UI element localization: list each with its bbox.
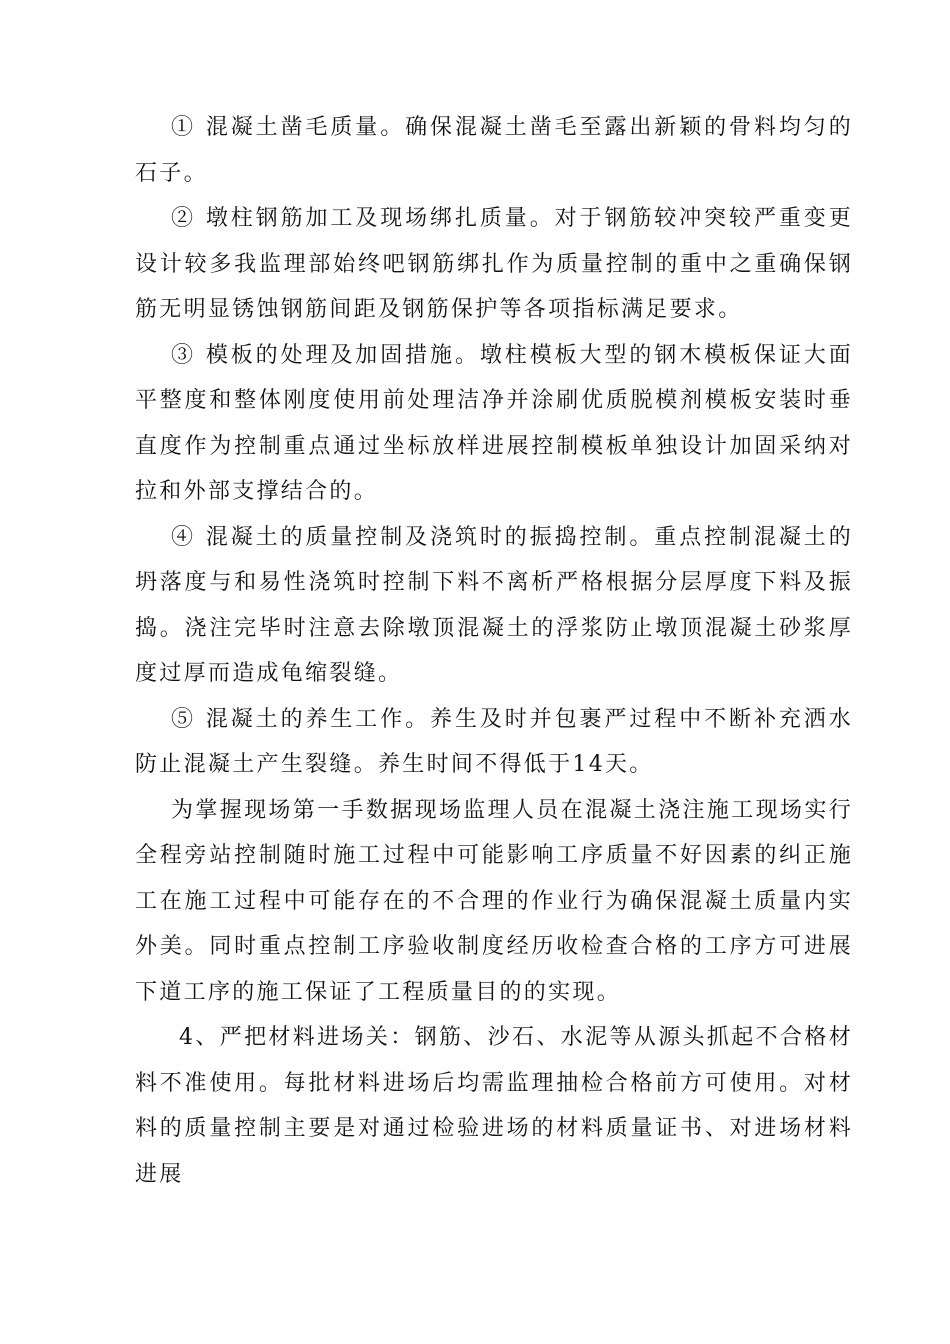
- paragraph-rebar-quality: ② 墩柱钢筋加工及现场绑扎质量。对于钢筋较冲突较严重变更设计较多我监理部始终吧钢筋绑扎作为质量控制的重中之重确保钢筋无明显锈蚀钢筋间距及钢筋保护等各项指标满足要求。: [135, 206, 853, 322]
- document-body: [135, 105, 853, 1197]
- paragraph-formwork: ③ 模板的处理及加固措施。墩柱模板大型的钢木模板保证大面平整度和整体刚度使用前处理洁净并涂刷优质脱模剂模板安装时垂直度作为控制重点通过坐标放样进展控制模板单独设计加固采纳对拉和外部支撑结合的。: [135, 342, 853, 504]
- paragraph-material-control: 4、严把材料进场关：钢筋、沙石、水泥等从源头抓起不合格材料不准使用。每批材料进场后均需监理抽检合格前方可使用。对材料的质量控制主要是对通过检验进场的材料质量证书、对进场材料进展: [135, 1025, 853, 1187]
- paragraph-site-supervision: 为掌握现场第一手数据现场监理人员在混凝土浇注施工现场实行全程旁站控制随时施工过程中可能影响工序质量不好因素的纠正施工在施工过程中可能存在的不合理的作业行为确保混凝土质量内实外美。同时重点控制工序验收制度经历收检查合格的工序方可进展下道工序的施工保证了工程质量目的的实现。: [135, 797, 853, 1005]
- paragraph-concrete-roughening: ① 混凝土凿毛质量。确保混凝土凿毛至露出新颖的骨料均匀的石子。: [135, 115, 853, 186]
- paragraph-concrete-pouring: ④ 混凝土的质量控制及浇筑时的振捣控制。重点控制混凝土的坍落度与和易性浇筑时控制下料不离析严格根据分层厚度下料及振捣。浇注完毕时注意去除墩顶混凝土的浮浆防止墩顶混凝土砂浆厚度过厚而造成龟缩裂缝。: [135, 524, 853, 686]
- paragraph-concrete-curing: ⑤ 混凝土的养生工作。养生及时并包裹严过程中不断补充洒水防止混凝土产生裂缝。养生时间不得低于14天。: [135, 706, 853, 777]
